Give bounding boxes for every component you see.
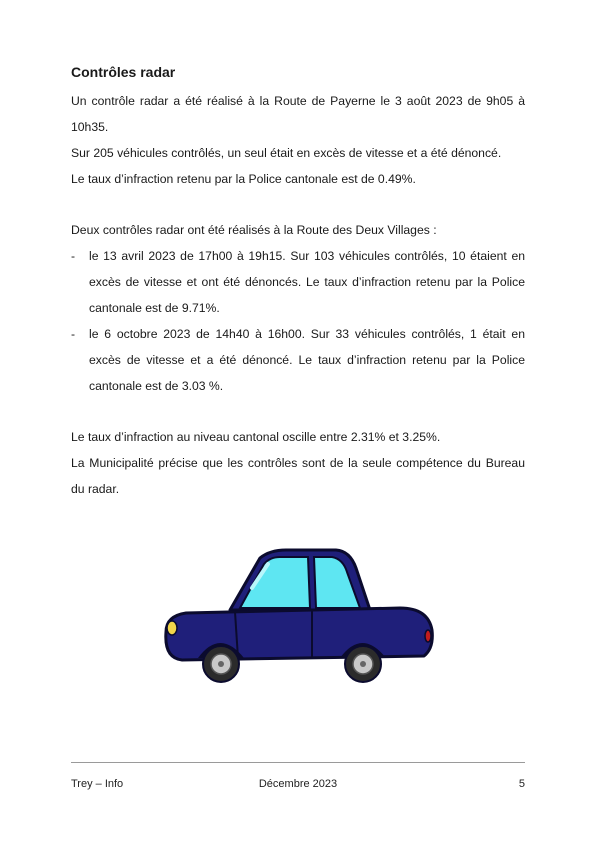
list-item (71, 243, 525, 321)
paragraph: Sur 205 véhicules contrôlés, un seul était en excès de vitesse et a été dénoncé. (71, 146, 502, 160)
page-number: 5 (518, 778, 525, 790)
footer-divider (71, 762, 525, 763)
footer-publication: Trey – Info (71, 778, 124, 790)
car-icon (160, 548, 436, 690)
paragraph: La Municipalité précise que les contrôles sont de la seule compétence du Bureau du radar. (71, 456, 525, 496)
list-item-text: le 13 avril 2023 de 17h00 à 19h15. Sur 103 véhicules contrôlés, 10 étaient en excès de vitesse et ont été dénoncés. Le taux d’infraction retenu par la Police cantonale est de 9.71%. (89, 249, 525, 315)
dash-bullet: - (71, 249, 76, 263)
paragraph: Deux contrôles radar ont été réalisés à la Route des Deux Villages : (71, 223, 437, 237)
footer-date: Décembre 2023 (258, 778, 338, 790)
list-item-text: le 6 octobre 2023 de 14h40 à 16h00. Sur 33 véhicules contrôlés, 1 était en excès de vitesse et a été dénoncé. Le taux d’infraction retenu par la Police cantonale est de 3.03 %. (89, 327, 525, 393)
spacer (71, 399, 525, 424)
spacer (71, 192, 525, 217)
section-title: Contrôles radar (71, 64, 176, 80)
paragraph: Le taux d’infraction au niveau cantonal oscille entre 2.31% et 3.25%. (71, 430, 441, 444)
main-content (71, 62, 525, 502)
bullet-list (71, 243, 525, 399)
paragraph: Le taux d’infraction retenu par la Police cantonale est de 0.49%. (71, 172, 416, 186)
paragraph: Un contrôle radar a été réalisé à la Route de Payerne le 3 août 2023 de 9h05 à 10h35. (71, 94, 525, 134)
dash-bullet: - (71, 327, 76, 341)
list-item (71, 321, 525, 399)
